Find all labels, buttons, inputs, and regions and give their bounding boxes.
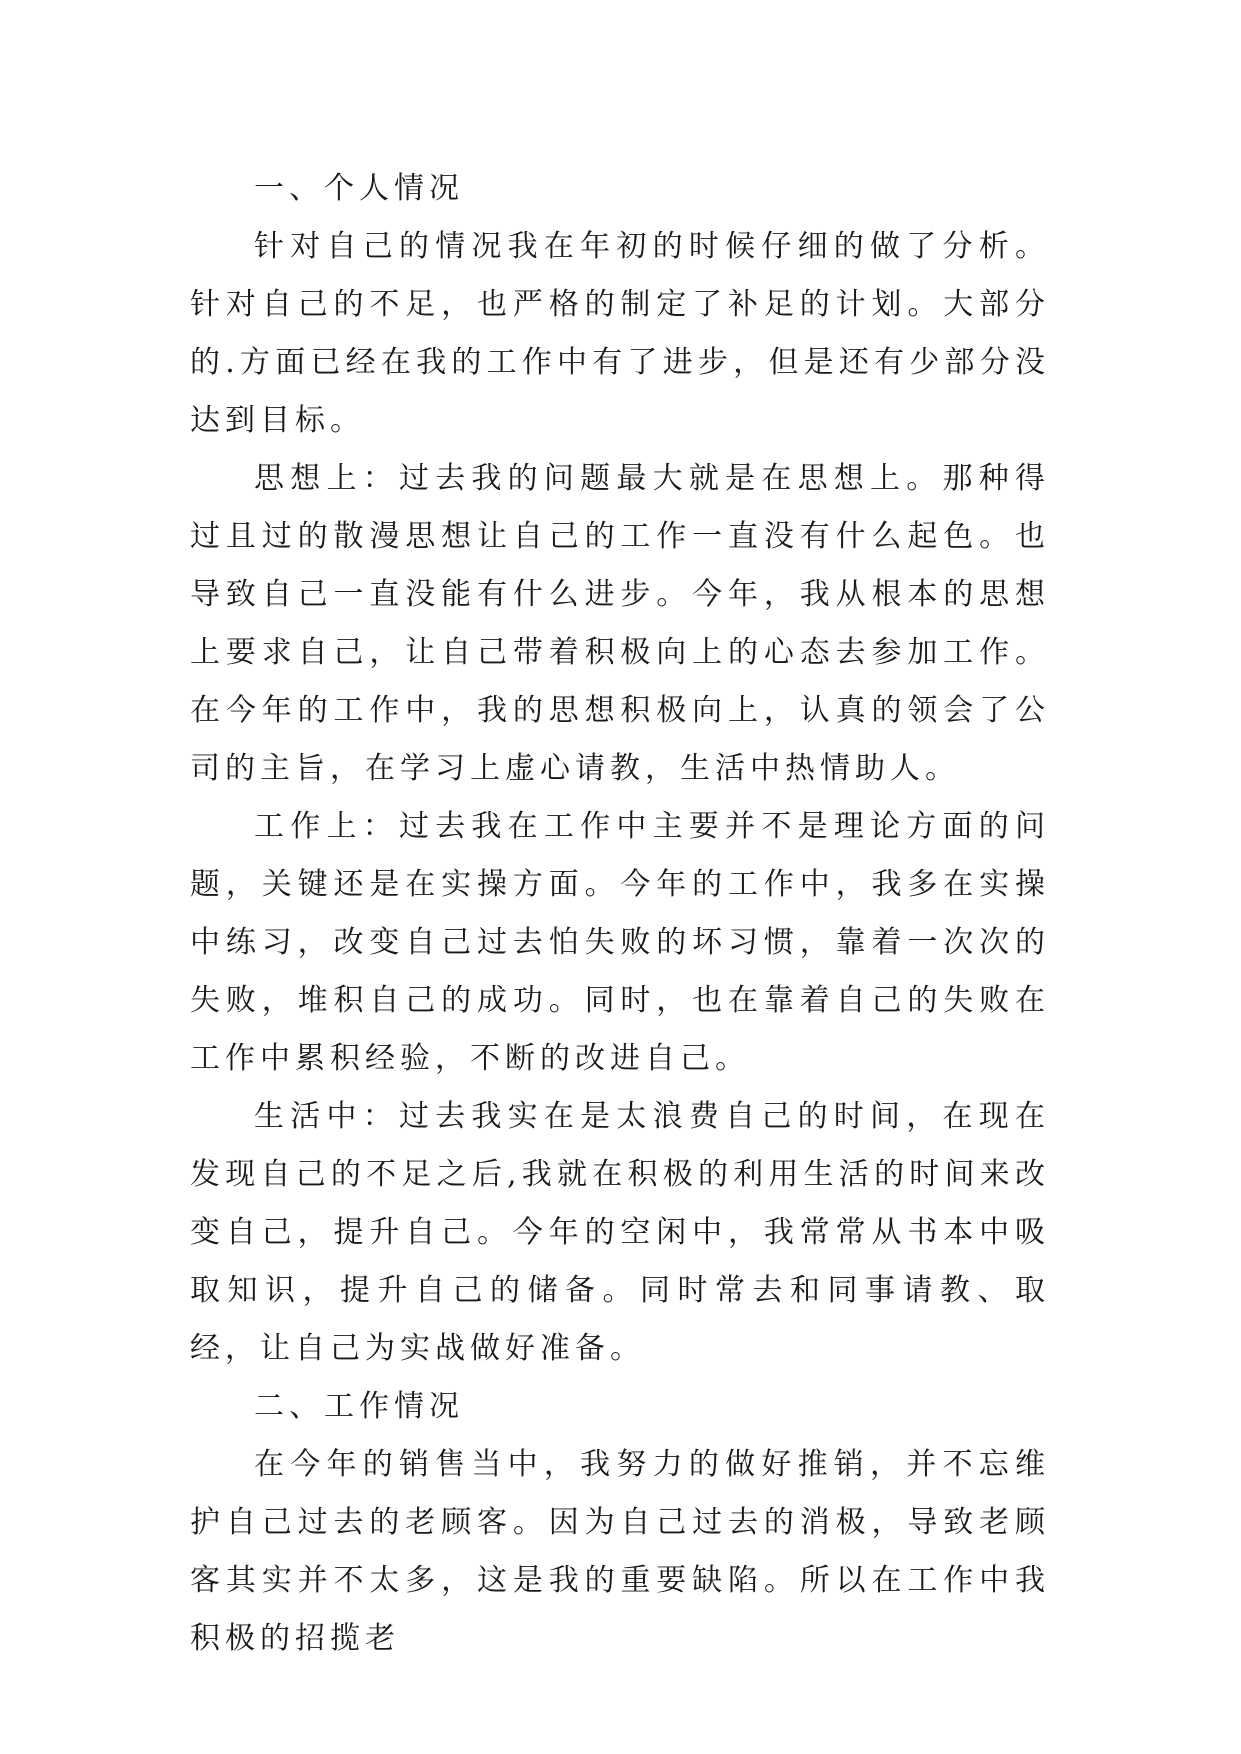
section-heading-personal: 一、个人情况 [254,171,464,206]
paragraph-life: 生活中：过去我实在是太浪费自己的时间，在现在发现自己的不足之后,我就在积极的利用生活的时间来改变自己，提升自己。今年的空闲中，我常常从书本中吸取知识，提升自己的储备。同时常去和同事请教、取经，让自己为实战做好准备。 [190,1099,1050,1366]
section-heading-work: 二、工作情况 [254,1389,464,1424]
paragraph-self-analysis: 针对自己的情况我在年初的时候仔细的做了分析。针对自己的不足，也严格的制定了补足的计划。大部分的.方面已经在我的工作中有了进步，但是还有少部分没达到目标。 [190,229,1050,438]
paragraph-sales: 在今年的销售当中，我努力的做好推销，并不忘维护自己过去的老顾客。因为自己过去的消极，导致老顾客其实并不太多，这是我的重要缺陷。所以在工作中我积极的招揽老 [190,1447,1050,1656]
paragraph-work: 工作上：过去我在工作中主要并不是理论方面的问题，关键还是在实操方面。今年的工作中，我多在实操中练习，改变自己过去怕失败的坏习惯，靠着一次次的失败，堆积自己的成功。同时，也在靠着自己的失败在工作中累积经验，不断的改进自己。 [190,809,1050,1076]
paragraph-thinking: 思想上：过去我的问题最大就是在思想上。那种得过且过的散漫思想让自己的工作一直没有什么起色。也导致自己一直没能有什么进步。今年，我从根本的思想上要求自己，让自己带着积极向上的心态去参加工作。在今年的工作中，我的思想积极向上，认真的领会了公司的主旨，在学习上虚心请教，生活中热情助人。 [190,461,1050,786]
document-body [190,160,1050,1668]
